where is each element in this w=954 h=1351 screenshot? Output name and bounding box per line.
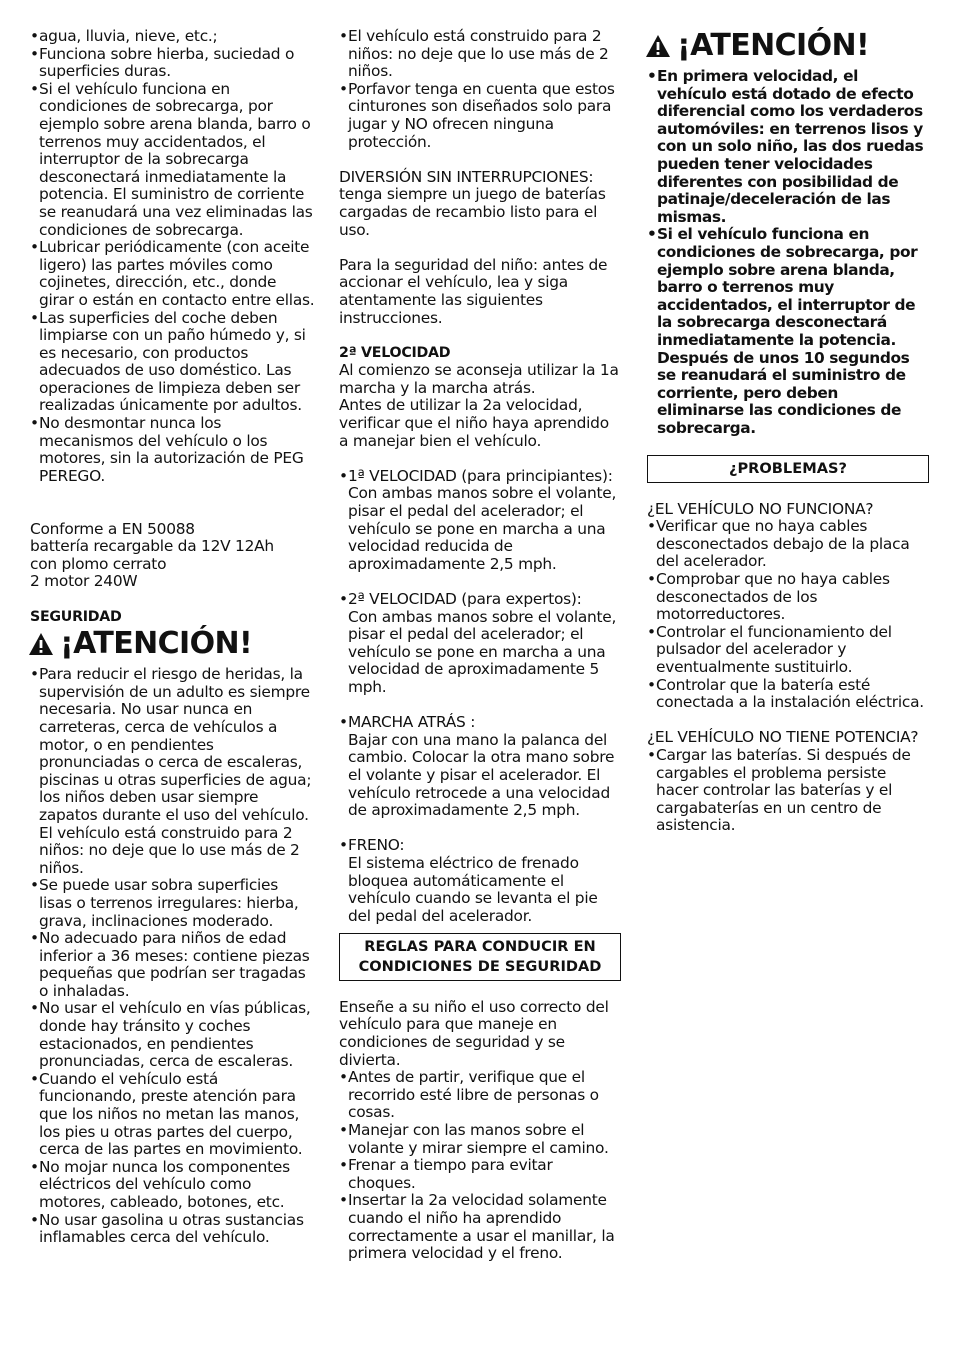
problem-question: ¿EL VEHÍCULO NO TIENE POTENCIA? [647, 728, 919, 747]
list-item: • agua, lluvia, nieve, etc.; [30, 28, 315, 46]
list-item [339, 714, 621, 820]
list-item: • Comprobar que no haya cables desconectados de los motorreductores. [647, 571, 929, 624]
list-item: • No usar gasolina u otras sustancias inflamables cerca del vehículo. [30, 1212, 315, 1247]
list-item [339, 468, 621, 574]
list-item [339, 837, 621, 925]
conformity-line: con plomo cerrato [30, 554, 167, 573]
warning-header [28, 626, 315, 662]
speed1-text: Con ambas manos sobre el volante, pisar el pedal del acelerador; el vehículo se pone en marcha a una velocidad reducida de aproximadamente 2,5 mph. [348, 484, 617, 573]
list-item: • No adecuado para niños de edad inferior a 36 meses: contiene piezas pequeñas que podrían ser tragadas o inhaladas. [30, 930, 315, 1000]
speed2-text: Con ambas manos sobre el volante, pisar el pedal del acelerador; el vehículo se pone en marcha a una velocidad de aproximadamente 5 mph. [348, 607, 617, 696]
column-1 [30, 28, 315, 1247]
list-item: • Porfavor tenga en cuenta que estos cinturones son diseñados solo para jugar y NO ofrecen ninguna protección. [339, 81, 621, 151]
list-item: • Para reducir el riesgo de heridas, la supervisión de un adulto es siempre necesaria. No usar nunca en carreteras, cerca de vehículos a motor, o en pendientes pronunciadas o cerca de escaleras, piscinas u otras superficies de agua; los niños deben usar siempre zapatos durante el uso del vehículo. El vehículo está construido para 2 niños: no deje que lo use más de 2 niños. [30, 666, 315, 877]
column-2 [339, 28, 621, 1263]
rules-box [339, 933, 621, 981]
problem-question: ¿EL VEHÍCULO NO FUNCIONA? [647, 499, 874, 518]
reverse-title: MARCHA ATRÁS : [348, 713, 476, 732]
list-item: • Se puede usar sobra superficies lisas o terrenos irregulares: hierba, grava, inclinaciones moderado. [30, 877, 315, 930]
list-item: • El vehículo está construido para 2 niños: no deje que lo use más de 2 niños. [339, 28, 621, 81]
list-item: • Cuando el vehículo está funcionando, preste atención para que los niños no metan las manos, los pies u otras partes del cuerpo, cerca de las partes en movimiento. [30, 1071, 315, 1159]
rules-box-line: REGLAS PARA CONDUCIR EN [364, 938, 596, 956]
speed2-block [339, 591, 621, 697]
warning-title: ¡ATENCIÓN! [60, 626, 253, 662]
brake-title: FRENO: [348, 836, 405, 855]
speed-paragraph: Antes de utilizar la 2a velocidad, verificar que el niño haya aprendido a manejar bien el vehículo. [339, 396, 609, 450]
list-item: • Cargar las baterías. Si después de cargables el problema persiste hacer controlar las baterías y el cargabaterías en un centro de asistencia. [647, 747, 929, 835]
list-item: • Manejar con las manos sobre el volante y mirar siempre el camino. [339, 1122, 621, 1157]
reverse-text: Bajar con una mano la palanca del cambio. Colocar la otra mano sobre el volante y pisar el acelerador. El vehículo retrocede a una velocidad de aproximadamente 2,5 mph. [348, 730, 615, 820]
list-item: • Funciona sobre hierba, suciedad o superficies duras. [30, 46, 315, 81]
list-item: • Controlar el funcionamiento del pulsador del acelerador y eventualmente sustituirlo. [647, 624, 929, 677]
conformity-line: battería recargable da 12V 12Ah [30, 537, 274, 556]
reverse-block [339, 714, 621, 820]
list-item: • No desmontar nunca los mecanismos del vehículo o los motores, sin la autorización de PEG PEREGO. [30, 415, 315, 485]
list-item: • Si el vehículo funciona en condiciones de sobrecarga, por ejemplo sobre arena blanda, barro o terrenos muy accidentados, el interruptor de la sobrecarga desconectará inmediatamente la potencia. Después de unos 10 segundos se reanudará el suministro de corriente, pero deben eliminarse las condiciones de sobrecarga. [647, 226, 929, 437]
diversion-paragraph: DIVERSIÓN SIN INTERRUPCIONES: tenga siempre un juego de baterías cargadas de recambio listo para el uso. [339, 167, 606, 239]
warning-title: ¡ATENCIÓN! [677, 28, 870, 63]
rules-list [339, 1069, 621, 1263]
rules-box-line: CONDICIONES DE SEGURIDAD [358, 958, 602, 976]
list-item [339, 591, 621, 697]
speed1-block [339, 468, 621, 574]
safety-heading: SEGURIDAD [30, 608, 122, 625]
warning-triangle-icon [645, 34, 671, 58]
speed1-title: 1ª VELOCIDAD (para principiantes): [348, 466, 613, 485]
list-item: • No mojar nunca los componentes eléctricos del vehículo como motores, cableado, botones, etc. [30, 1159, 315, 1212]
brake-block [339, 837, 621, 925]
list-item: • En primera velocidad, el vehículo está dotado de efecto diferencial como los verdaderos automóviles: en terrenos lisos y con un solo niño, las dos ruedas pueden tener velocidades diferentes con posibilidad de patinaje/deceleración de las mismas. [647, 68, 929, 226]
list-item: • Controlar que la batería esté conectada a la instalación eléctrica. [647, 677, 929, 712]
list-item: • Verificar que no haya cables desconectados debajo de la placa del acelerador. [647, 518, 929, 571]
warning-header [645, 28, 929, 64]
safety-list [30, 666, 315, 1247]
rules-intro: Enseñe a su niño el uso correcto del vehículo para que maneje en condiciones de seguridad y se divierta. [339, 997, 609, 1069]
speed-heading: 2ª VELOCIDAD [339, 344, 451, 361]
list-item: • Frenar a tiempo para evitar choques. [339, 1157, 621, 1192]
conformity-line: 2 motor 240W [30, 572, 138, 591]
speed-paragraph: Al comienzo se aconseja utilizar la 1a marcha y la marcha atrás. [339, 361, 619, 397]
list-item: • Antes de partir, verifique que el recorrido esté libre de personas o cosas. [339, 1069, 621, 1122]
speed2-title: 2ª VELOCIDAD (para expertos): [348, 590, 582, 608]
list-item: • Insertar la 2a velocidad solamente cuando el niño ha aprendido correctamente a usar el manillar, la primera velocidad y el freno. [339, 1192, 621, 1262]
warning-list [647, 68, 929, 437]
safety-intro: Para la seguridad del niño: antes de accionar el vehículo, lea y siga atentamente las siguientes instrucciones. [339, 255, 608, 327]
conformity-line: Conforme a EN 50088 [30, 519, 195, 538]
problem-answers [647, 747, 929, 835]
problem-answers [647, 518, 929, 712]
list-item: • Si el vehículo funciona en condiciones de sobrecarga, por ejemplo sobre arena blanda, barro o terrenos muy accidentados, el interruptor de la sobrecarga desconectará inmediatamente la potencia. El suministro de corriente se reanudará una vez eliminadas las condiciones de sobrecarga. [30, 81, 315, 239]
notes-list [339, 28, 621, 151]
list-item: • Lubricar periódicamente (con aceite ligero) las partes móviles como cojinetes, dirección, etc., donde girar o están en contacto entre ellas. [30, 239, 315, 309]
list-item: • No usar el vehículo en vías públicas, donde hay tránsito y coches estacionados, en pendientes pronunciadas, cerca de escaleras. [30, 1000, 315, 1070]
maintenance-list [30, 28, 315, 485]
list-item: • Las superficies del coche deben limpiarse con un paño húmedo y, si es necesario, con productos adecuados de uso doméstico. Las operaciones de limpieza deben ser realizadas únicamente por adultos. [30, 310, 315, 416]
problems-box [647, 455, 929, 483]
column-3 [647, 28, 929, 835]
warning-triangle-icon [28, 632, 54, 656]
problems-box-label: ¿PROBLEMAS? [729, 460, 847, 478]
brake-text: El sistema eléctrico de frenado bloquea automáticamente el vehículo cuando se levanta el pie del pedal del acelerador. [348, 853, 598, 925]
